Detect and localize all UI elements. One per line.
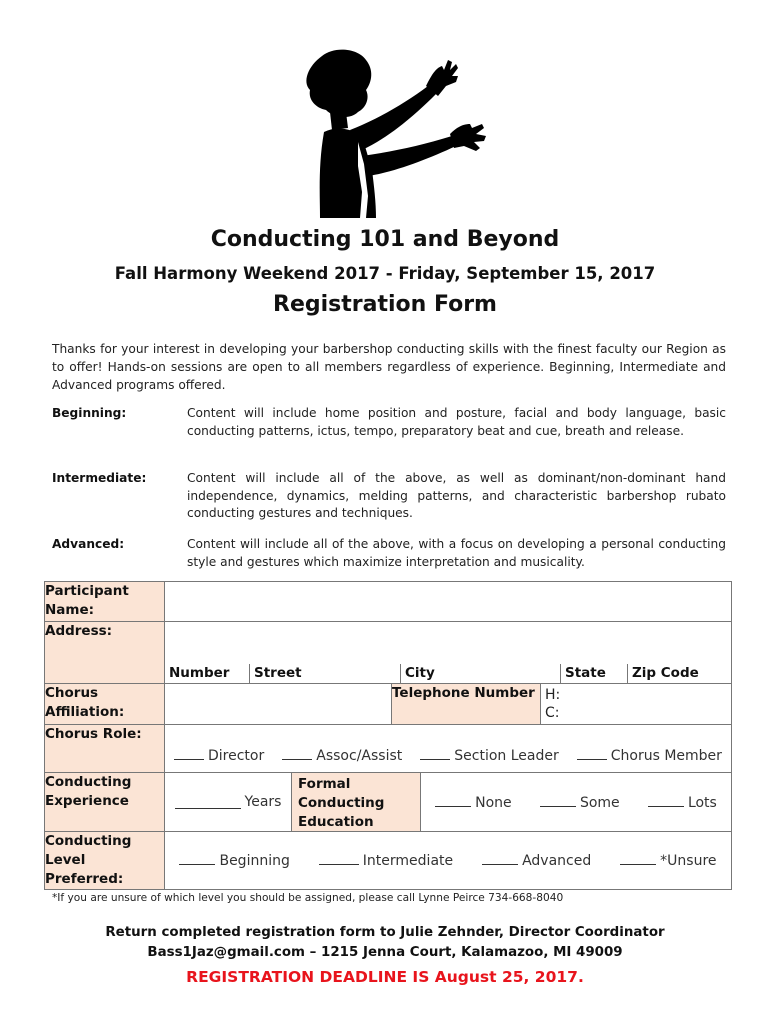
level-advanced <box>52 536 726 571</box>
role-option[interactable]: Director <box>174 747 264 764</box>
address-number-label: Number <box>169 665 230 681</box>
phone-cell-label: C: <box>545 705 560 721</box>
form-title: Registration Form <box>273 292 497 317</box>
telephone-label: Telephone Number <box>392 684 541 725</box>
address-street-label: Street <box>249 664 400 683</box>
role-option[interactable]: Assoc/Assist <box>282 747 402 764</box>
address-field[interactable] <box>165 622 732 684</box>
registration-form-table <box>44 581 732 890</box>
telephone-field[interactable] <box>541 684 732 725</box>
return-address: Bass1Jaz@gmail.com – 1215 Jenna Court, Kalamazoo, MI 49009 <box>147 945 623 960</box>
address-label: Address: <box>45 622 165 684</box>
level-label: Intermediate: <box>52 471 147 485</box>
address-state-label: State <box>560 664 627 683</box>
level-option[interactable]: Intermediate <box>319 852 453 869</box>
level-intermediate <box>52 470 726 523</box>
chorus-role-label: Chorus Role: <box>45 725 165 773</box>
level-option[interactable]: Beginning <box>179 852 289 869</box>
event-subtitle: Fall Harmony Weekend 2017 - Friday, September 15, 2017 <box>114 264 656 283</box>
level-label: Advanced: <box>52 537 125 551</box>
chorus-role-options <box>165 725 732 773</box>
registration-deadline: REGISTRATION DEADLINE IS August 25, 2017. <box>186 968 584 986</box>
conducting-experience-label: Conducting Experience <box>45 773 165 832</box>
role-option[interactable]: Section Leader <box>420 747 558 764</box>
formal-education-label: Formal Conducting Education <box>291 773 421 831</box>
page-title: Conducting 101 and Beyond <box>210 227 560 252</box>
phone-home-label: H: <box>545 687 561 703</box>
level-beginning <box>52 405 726 440</box>
level-option[interactable]: Advanced <box>482 852 591 869</box>
level-label: Beginning: <box>52 406 127 420</box>
years-field[interactable] <box>165 773 291 831</box>
participant-name-label: Participant Name: <box>45 582 165 622</box>
level-description: Content will include all of the above, with a focus on developing a personal conducting style and gestures which maximize interpretation and musicality. <box>187 537 726 569</box>
level-preferred-label: Conducting Level Preferred: <box>45 832 165 890</box>
conductor-silhouette-logo <box>286 46 491 218</box>
level-option[interactable]: *Unsure <box>620 852 716 869</box>
education-option[interactable]: Lots <box>648 794 717 811</box>
experience-row <box>165 773 732 832</box>
chorus-affiliation-label: Chorus Affiliation: <box>45 684 165 725</box>
chorus-affiliation-field[interactable] <box>165 684 392 725</box>
level-description: Content will include home position and posture, facial and body language, basic conducting patterns, ictus, tempo, preparatory beat and cue, breath and release. <box>187 406 726 438</box>
unsure-note: *If you are unsure of which level you should be assigned, please call Lynne Peirce 734-668-8040 <box>52 892 564 904</box>
education-option[interactable]: Some <box>540 794 620 811</box>
role-option[interactable]: Chorus Member <box>577 747 722 764</box>
return-instructions: Return completed registration form to Julie Zehnder, Director Coordinator <box>105 925 665 940</box>
participant-name-field[interactable] <box>165 582 732 622</box>
address-zip-label: Zip Code <box>627 664 731 683</box>
level-preferred-options <box>165 832 732 890</box>
years-label: Years <box>244 794 282 810</box>
intro-paragraph: Thanks for your interest in developing your barbershop conducting skills with the finest faculty our Region as to offer! Hands-on sessions are open to all members regardless of experience. Beginning, Intermediate and Advanced programs offered. <box>52 342 726 392</box>
education-options <box>421 773 731 831</box>
level-description: Content will include all of the above, as well as dominant/non-dominant hand independence, dynamics, melding patterns, and characteristic barbershop rubato conducting gestures and techniques. <box>187 471 726 520</box>
address-city-label: City <box>400 664 560 683</box>
education-option[interactable]: None <box>435 794 512 811</box>
